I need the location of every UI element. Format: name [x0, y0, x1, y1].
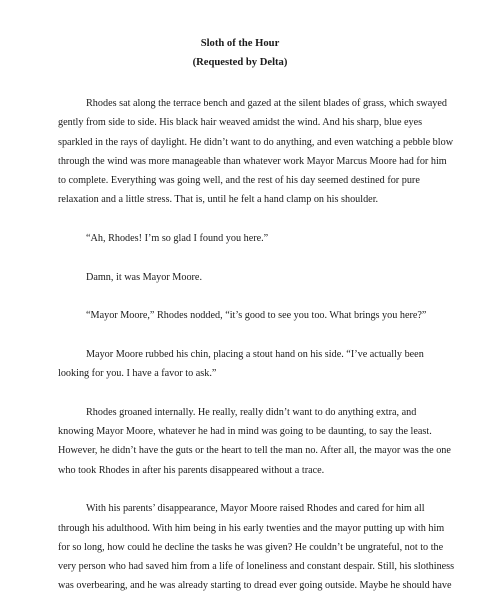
text-line: very person who had saved him from a life of loneliness and constant despair. Still, his slothiness — [58, 561, 455, 573]
text-line: looking for you. I have a favor to ask.” — [58, 368, 217, 380]
text-line: to complete. Everything was going well, and the rest of his day seemed destined for pure — [58, 175, 420, 187]
paragraph — [58, 306, 426, 325]
text-line: through his adulthood. With him being in his early twenties and the mayor putting up with him — [58, 522, 445, 534]
document-title: Sloth of the Hour — [200, 38, 280, 49]
text-line: With his parents’ disappearance, Mayor Moore raised Rhodes and cared for him all — [86, 503, 425, 515]
text-line: was overbearing, and he was already starting to dread ever going outside. Maybe he should have — [58, 580, 452, 592]
text-line: “Mayor Moore,” Rhodes nodded, “it’s good to see you too. What brings you here?” — [86, 310, 427, 322]
paragraph — [58, 345, 426, 384]
text-line: who took Rhodes in after his parents disappeared without a trace. — [58, 464, 325, 476]
paragraph — [58, 94, 454, 210]
text-line: for so long, how could he decline the tasks he was given? He couldn’t be ungrateful, not to the — [58, 541, 444, 553]
text-line: “Ah, Rhodes! I’m so glad I found you here.” — [86, 233, 269, 245]
text-line: Damn, it was Mayor Moore. — [86, 271, 203, 283]
text-line: However, he didn’t have the guts or the heart to tell the man no. After all, the mayor was the one — [58, 445, 451, 457]
document-subtitle: (Requested by Delta) — [192, 57, 288, 68]
paragraph — [58, 499, 455, 595]
paragraph — [58, 403, 451, 480]
text-line: relaxation and a little stress. That is, until he felt a hand clamp on his shoulder. — [58, 194, 379, 206]
text-line: Rhodes groaned internally. He really, really didn’t want to do anything extra, and — [86, 406, 417, 418]
paragraph — [58, 268, 426, 287]
text-line: knowing Mayor Moore, whatever he had in mind was going to be daunting, to say the least. — [58, 426, 432, 438]
title-block — [0, 34, 480, 72]
text-line: sparkled in the rays of daylight. He didn’t want to do anything, and even watching a pebble blow — [58, 136, 454, 148]
text-line: Rhodes sat along the terrace bench and gazed at the silent blades of grass, which swayed — [86, 98, 447, 109]
text-line: Mayor Moore rubbed his chin, placing a stout hand on his side. “I’ve actually been — [86, 348, 424, 360]
text-line: gently from side to side. His black hair weaved amidst the wind. And his sharp, blue eyes — [58, 117, 423, 129]
document-body — [58, 94, 455, 615]
paragraph — [58, 229, 426, 248]
text-line: through the wind was more manageable than whatever work Mayor Marcus Moore had for him — [58, 155, 447, 167]
